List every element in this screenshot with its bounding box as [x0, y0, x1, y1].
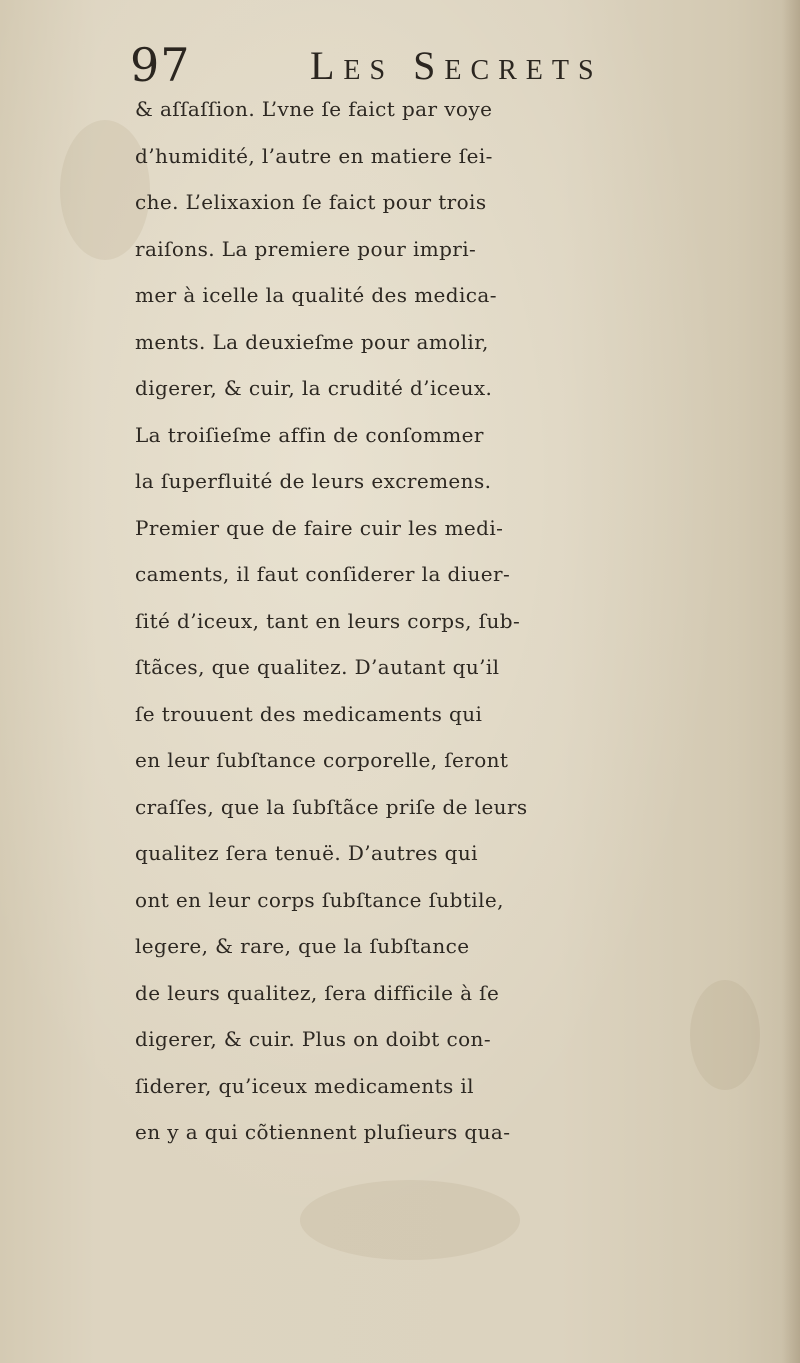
text-line: ont en leur corps ſubſtance ſubtile, [135, 887, 504, 912]
body-text [135, 86, 795, 1156]
text-line: qualitez ſera tenuë. D’autres qui [135, 841, 478, 865]
text-line: raiſons. La premiere pour impri- [135, 236, 477, 261]
text-line: & aſſaſſion. L’vne ſe faict par voye [135, 97, 493, 121]
running-title: Les Secrets [310, 43, 603, 88]
text-line: digerer, & cuir, la crudité d’iceux. [135, 376, 493, 400]
paper-stain [300, 1180, 520, 1260]
text-line: che. L’elixaxion ſe faict pour trois [135, 190, 487, 214]
text-line: mer à icelle la qualité des medica- [135, 283, 497, 307]
text-line: en leur ſubſtance corporelle, ſeront [135, 748, 509, 772]
text-line: ſtãces, que qualitez. D’autant qu’il [135, 655, 500, 679]
text-line: d’humidité, l’autre en matiere ſei- [135, 143, 493, 168]
text-line: legere, & rare, que la ſubſtance [135, 934, 470, 958]
text-line: Premier que de faire cuir les medi- [135, 515, 504, 540]
text-line: ſité d’iceux, tant en leurs corps, ſub- [135, 608, 521, 633]
text-line: craſſes, que la ſubſtãce priſe de leurs [135, 794, 528, 819]
text-line: digerer, & cuir. Plus on doibt con- [135, 1027, 491, 1051]
text-line: ſiderer, qu’iceux medicaments il [135, 1073, 474, 1098]
text-line: caments, il faut conſiderer la diuer- [135, 562, 511, 586]
text-line: de leurs qualitez, ſera difficile à ſe [135, 980, 500, 1005]
text-line: la ſuperfluité de leurs excremens. [135, 469, 492, 493]
page-number: 97 [130, 38, 191, 92]
text-line: en y a qui cõtiennent pluſieurs qua- [135, 1120, 511, 1144]
text-line: La troiſieſme affin de conſommer [135, 422, 484, 447]
text-line: ſe trouuent des medicaments qui [135, 701, 483, 726]
text-line: ments. La deuxieſme pour amolir, [135, 329, 489, 354]
